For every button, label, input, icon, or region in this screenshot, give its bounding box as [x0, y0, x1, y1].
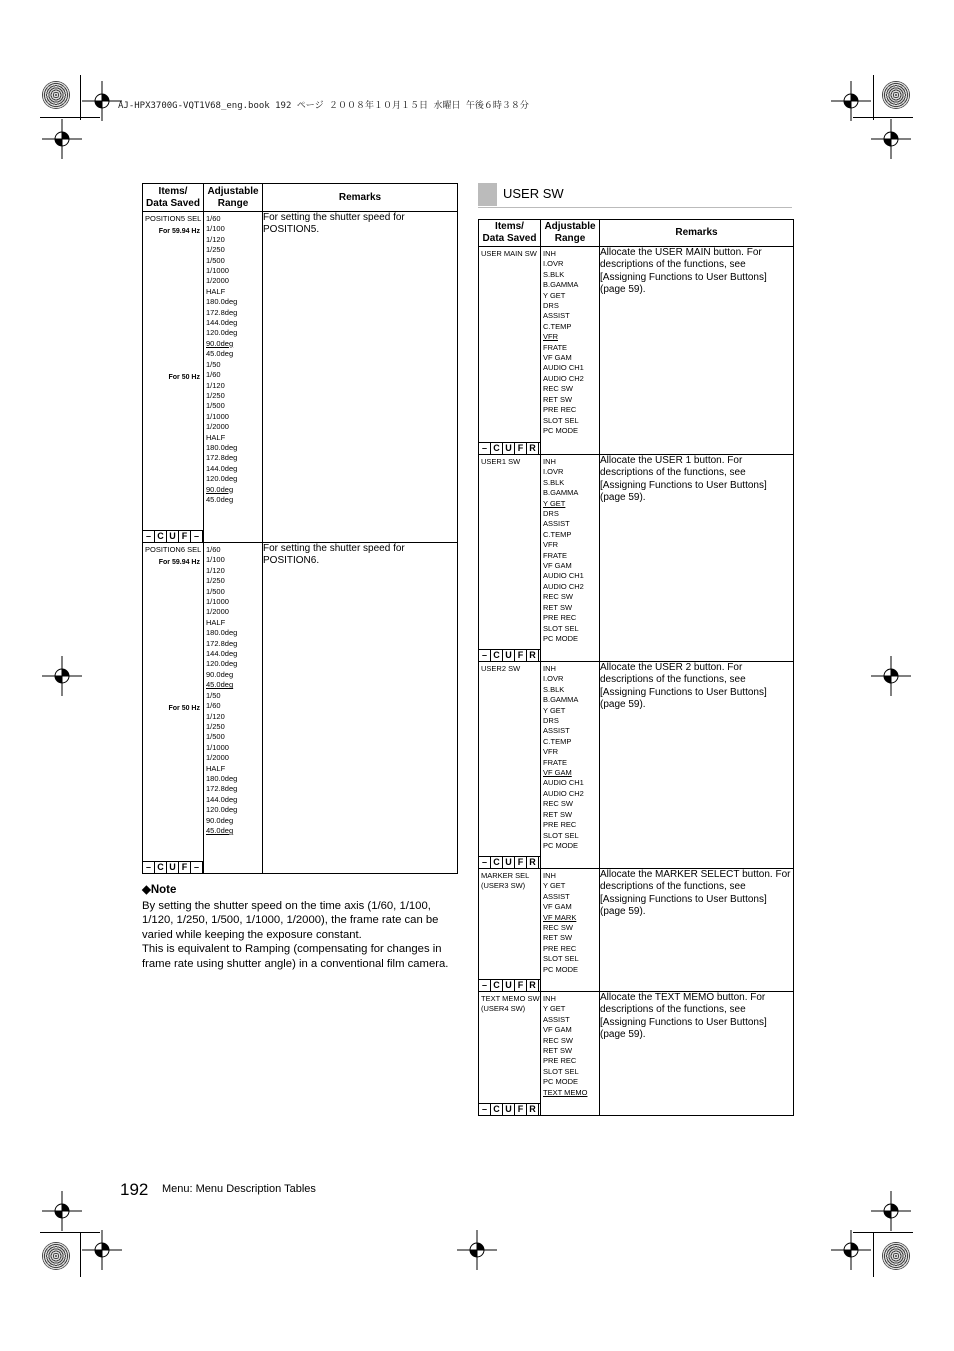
range-option: 1/250: [206, 721, 225, 731]
range-option: RET SW: [543, 1046, 573, 1056]
flag-row: [143, 530, 203, 542]
crosshair-mark: [871, 119, 911, 159]
range-cell: [541, 869, 600, 992]
range-option: 1/120: [206, 234, 225, 244]
range-options: [541, 869, 599, 975]
range-option: 120.0deg: [206, 659, 238, 669]
data-saved-flags: [479, 979, 540, 991]
range-option: AUDIO CH2: [543, 373, 584, 383]
range-option: 172.8deg: [206, 307, 238, 317]
range-option: AUDIO CH1: [543, 571, 584, 581]
crosshair-mark: [871, 656, 911, 696]
remarks-cell: Allocate the USER 2 button. For descriptions of the functions, see [Assigning Functions to User Buttons] (page 59).: [600, 662, 794, 869]
range-option: FRATE: [543, 342, 568, 352]
file-header-line: AJ-HPX3700G-VQT1V68_eng.book 192 ページ ２００８年１０月１５日 水曜日 午後６時３８分: [118, 101, 529, 111]
table-row: [479, 992, 794, 1116]
range-option: VF GAM: [543, 353, 572, 363]
range-option: AUDIO CH1: [543, 363, 584, 373]
crop-line: [853, 1232, 913, 1233]
range-option: FRATE: [543, 757, 568, 767]
crop-line: [80, 1232, 81, 1277]
data-saved-flag: F: [515, 443, 527, 454]
range-option: 144.0deg: [206, 318, 238, 328]
remarks-cell: Allocate the USER 1 button. For descriptions of the functions, see [Assigning Functions to User Buttons] (page 59).: [600, 455, 794, 662]
range-options: [541, 662, 599, 851]
range-option: 120.0deg: [206, 805, 238, 815]
crosshair-mark: [871, 1191, 911, 1231]
range-option: INH: [543, 994, 556, 1003]
table-row: [479, 455, 794, 662]
range-option: PRE REC: [543, 943, 577, 953]
item-cell-content: [479, 455, 540, 661]
range-option: PC MODE: [543, 840, 579, 850]
range-option: 1/250: [206, 245, 225, 255]
range-option: AUDIO CH2: [543, 581, 584, 591]
item-cell-content: [479, 662, 540, 868]
shutter-position-table: [142, 183, 458, 874]
range-options: [204, 212, 262, 505]
range-option: VF GAM: [543, 561, 572, 571]
item-name: USER1 SW: [481, 457, 521, 466]
range-option: VF GAM: [543, 902, 572, 912]
range-option: 1/1000: [206, 742, 229, 752]
data-saved-flag: U: [503, 650, 515, 661]
range-option: VF GAM: [543, 1025, 572, 1035]
range-option: 90.0deg: [206, 669, 234, 679]
range-option: ASSIST: [543, 519, 570, 529]
range-option: 172.8deg: [206, 638, 238, 648]
range-option: HALF: [206, 617, 226, 627]
range-option: 45.0deg: [206, 680, 234, 690]
item-name: USER2 SW: [481, 664, 521, 673]
range-option: 1/500: [206, 732, 225, 742]
range-option: C.TEMP: [543, 736, 572, 746]
printer-target-mark: [882, 81, 910, 109]
header-remarks: Remarks: [600, 220, 794, 247]
range-option: 144.0deg: [206, 794, 238, 804]
remarks-cell: Allocate the MARKER SELECT button. For descriptions of the functions, see [Assigning Functions to User Buttons] (page 59).: [600, 869, 794, 992]
data-saved-flag: C: [491, 650, 503, 661]
header-range: Adjustable Range: [204, 184, 263, 212]
remarks-cell: Allocate the USER MAIN button. For descriptions of the functions, see [Assigning Functions to User Buttons] (page 59).: [600, 247, 794, 455]
data-saved-flags: [143, 861, 203, 873]
data-saved-flags: [479, 649, 540, 661]
range-option: ASSIST: [543, 1014, 570, 1024]
header-items: Items/ Data Saved: [143, 184, 204, 212]
range-option: 180.0deg: [206, 628, 238, 638]
item-name: POSITION6 SEL: [145, 545, 202, 554]
range-option: 1/1000: [206, 266, 229, 276]
range-option: 180.0deg: [206, 773, 238, 783]
crosshair-mark: [42, 1191, 82, 1231]
range-option: SLOT SEL: [543, 830, 579, 840]
range-options: [204, 543, 262, 836]
data-saved-flag: R: [527, 980, 539, 991]
range-option: RET SW: [543, 933, 573, 943]
range-cell: [541, 247, 600, 455]
range-option: DRS: [543, 301, 559, 311]
crop-line: [853, 117, 913, 118]
data-saved-flag: R: [527, 857, 539, 868]
range-option: HALF: [206, 286, 226, 296]
range-option: B.GAMMA: [543, 280, 579, 290]
remarks-cell: Allocate the TEXT MEMO button. For descriptions of the functions, see [Assigning Functions to User Buttons] (page 59).: [600, 992, 794, 1116]
range-option: Y GET: [543, 290, 566, 300]
section-title-text: USER SW: [503, 186, 564, 201]
note-title: ◆Note: [142, 884, 177, 896]
printer-target-mark: [42, 1242, 70, 1270]
range-option: 90.0deg: [206, 815, 234, 825]
item-cell: [479, 662, 541, 869]
crop-line: [40, 1232, 100, 1233]
range-option: ASSIST: [543, 891, 570, 901]
crosshair-mark: [831, 1230, 871, 1270]
range-option: INH: [543, 664, 556, 673]
range-option: REC SW: [543, 923, 573, 933]
range-option: 1/1000: [206, 411, 229, 421]
remarks-cell: For setting the shutter speed for POSITION6.: [263, 543, 458, 874]
flag-row: [479, 856, 540, 868]
remarks-cell: For setting the shutter speed for POSITION5.: [263, 212, 458, 543]
crosshair-mark: [42, 656, 82, 696]
range-option: REC SW: [543, 1035, 573, 1045]
range-option: 90.0deg: [206, 484, 234, 494]
range-options: [541, 247, 599, 436]
data-saved-flag: R: [527, 443, 539, 454]
data-saved-flag: –: [479, 980, 491, 991]
range-option: 1/2000: [206, 607, 229, 617]
table-row: [479, 247, 794, 455]
note-paragraph-1: By setting the shutter speed on the time axis (1/60, 1/100, 1/120, 1/250, 1/500, 1/1000, 1/2000), the frame rate can be varied while keeping the exposure constant.: [142, 900, 439, 941]
data-saved-flag: C: [155, 531, 167, 542]
crosshair-mark: [457, 1230, 497, 1270]
data-saved-flags: [479, 856, 540, 868]
section-title-bar: [478, 183, 497, 206]
range-option: VFR: [543, 332, 558, 342]
item-cell: [143, 543, 204, 874]
range-option: DRS: [543, 716, 559, 726]
table-row: [479, 662, 794, 869]
item-cell: [479, 992, 541, 1116]
range-option: C.TEMP: [543, 321, 572, 331]
crosshair-mark: [831, 81, 871, 121]
range-option: REC SW: [543, 592, 573, 602]
data-saved-flag: R: [527, 1104, 539, 1115]
data-saved-flag: –: [191, 531, 203, 542]
range-option: 1/1000: [206, 597, 229, 607]
header-range: Adjustable Range: [541, 220, 600, 247]
user-sw-table: [478, 219, 794, 1116]
item-cell-content: [143, 212, 203, 542]
range-option: INH: [543, 871, 556, 880]
header-remarks: Remarks: [263, 184, 458, 212]
data-saved-flag: F: [515, 650, 527, 661]
item-cell: [143, 212, 204, 543]
data-saved-flag: C: [491, 857, 503, 868]
range-option: 1/120: [206, 380, 225, 390]
range-option: 1/100: [206, 555, 225, 565]
data-saved-flag: F: [515, 1104, 527, 1115]
frequency-label: For 59.94 Hz: [158, 559, 200, 566]
range-options: [541, 992, 599, 1098]
range-option: RET SW: [543, 809, 573, 819]
range-option: 180.0deg: [206, 442, 238, 452]
crop-line: [80, 75, 81, 120]
data-saved-flags: [479, 1103, 540, 1115]
range-option: VF GAM: [543, 768, 572, 778]
data-saved-flag: –: [479, 650, 491, 661]
range-option: PC MODE: [543, 964, 579, 974]
page-number: 192: [120, 1180, 149, 1199]
data-saved-flag: U: [167, 531, 179, 542]
item-cell-content: [479, 992, 540, 1115]
range-option: 144.0deg: [206, 463, 238, 473]
data-saved-flag: F: [179, 862, 191, 873]
data-saved-flag: U: [503, 443, 515, 454]
range-options: [541, 455, 599, 644]
range-option: SLOT SEL: [543, 1066, 579, 1076]
flag-row: [479, 979, 540, 991]
range-option: B.GAMMA: [543, 695, 579, 705]
range-option: PRE REC: [543, 1056, 577, 1066]
table-row: [143, 543, 458, 874]
frequency-label: For 50 Hz: [168, 705, 200, 713]
range-option: SLOT SEL: [543, 954, 579, 964]
range-option: I.OVR: [543, 259, 564, 269]
range-option: HALF: [206, 763, 226, 773]
range-option: PRE REC: [543, 405, 577, 415]
range-option: 1/120: [206, 711, 225, 721]
crop-line: [873, 75, 874, 120]
note-paragraph-2: This is equivalent to Ramping (compensating for changes in frame rate using shutter angle) in a conventional film camera.: [142, 943, 449, 970]
range-option: PC MODE: [543, 1077, 579, 1087]
range-option: 1/250: [206, 576, 225, 586]
data-saved-flag: –: [479, 857, 491, 868]
range-option: 1/500: [206, 586, 225, 596]
range-option: AUDIO CH2: [543, 788, 584, 798]
range-option: 172.8deg: [206, 784, 238, 794]
section-title-user-sw: [478, 183, 792, 208]
range-cell: [204, 212, 263, 543]
item-name: POSITION5 SEL: [145, 214, 202, 223]
range-option: AUDIO CH1: [543, 778, 584, 788]
table-row: [479, 869, 794, 992]
crosshair-mark: [82, 1230, 122, 1270]
data-saved-flag: F: [515, 980, 527, 991]
data-saved-flag: –: [191, 862, 203, 873]
range-option: INH: [543, 457, 556, 466]
range-option: 45.0deg: [206, 494, 234, 504]
flag-row: [479, 442, 540, 454]
page-section-label: Menu: Menu Description Tables: [162, 1183, 316, 1195]
range-option: Y GET: [543, 1004, 566, 1014]
range-cell: [541, 455, 600, 662]
item-cell: [479, 455, 541, 662]
frequency-label: For 59.94 Hz: [158, 228, 200, 235]
data-saved-flag: F: [179, 531, 191, 542]
range-option: S.BLK: [543, 269, 565, 279]
range-option: 120.0deg: [206, 474, 238, 484]
range-option: RET SW: [543, 394, 573, 404]
range-option: PC MODE: [543, 633, 579, 643]
range-cell: [541, 662, 600, 869]
header-items: Items/ Data Saved: [479, 220, 541, 247]
data-saved-flag: C: [491, 443, 503, 454]
range-option: 180.0deg: [206, 297, 238, 307]
range-option: SLOT SEL: [543, 623, 579, 633]
range-option: ASSIST: [543, 726, 570, 736]
range-option: 1/2000: [206, 422, 229, 432]
item-cell: [479, 869, 541, 992]
data-saved-flag: C: [155, 862, 167, 873]
data-saved-flag: C: [491, 1104, 503, 1115]
data-saved-flag: U: [503, 857, 515, 868]
range-option: INH: [543, 249, 556, 258]
range-option: 172.8deg: [206, 453, 238, 463]
note-body: [142, 899, 460, 971]
crosshair-mark: [42, 119, 82, 159]
data-saved-flag: –: [479, 443, 491, 454]
frequency-label: For 50 Hz: [168, 374, 200, 382]
range-option: 1/60: [206, 370, 221, 380]
flag-row: [479, 649, 540, 661]
data-saved-flag: U: [503, 1104, 515, 1115]
range-option: 144.0deg: [206, 649, 238, 659]
range-option: 1/50: [206, 690, 221, 700]
range-option: I.OVR: [543, 467, 564, 477]
range-option: SLOT SEL: [543, 415, 579, 425]
range-option: RET SW: [543, 602, 573, 612]
range-option: 45.0deg: [206, 349, 234, 359]
range-option: Y GET: [543, 705, 566, 715]
item-cell-content: [479, 869, 540, 991]
range-option: 1/500: [206, 255, 225, 265]
range-option: PRE REC: [543, 820, 577, 830]
item-name: USER MAIN SW: [481, 249, 537, 258]
data-saved-flags: [479, 442, 540, 454]
flag-row: [143, 861, 203, 873]
range-option: 1/100: [206, 224, 225, 234]
range-option: C.TEMP: [543, 529, 572, 539]
range-option: PC MODE: [543, 425, 579, 435]
range-option: REC SW: [543, 799, 573, 809]
range-option: 1/120: [206, 565, 225, 575]
item-name: TEXT MEMO SW (USER4 SW): [481, 994, 540, 1013]
range-option: S.BLK: [543, 684, 565, 694]
range-option: 1/60: [206, 214, 221, 223]
table-row: [143, 212, 458, 543]
range-option: 1/2000: [206, 276, 229, 286]
range-option: REC SW: [543, 384, 573, 394]
printer-target-mark: [882, 1242, 910, 1270]
range-option: 1/60: [206, 701, 221, 711]
range-option: 1/2000: [206, 753, 229, 763]
range-option: 1/50: [206, 359, 221, 369]
range-option: VFR: [543, 747, 558, 757]
range-option: ASSIST: [543, 311, 570, 321]
range-option: S.BLK: [543, 477, 565, 487]
item-cell: [479, 247, 541, 455]
range-option: PRE REC: [543, 613, 577, 623]
range-cell: [204, 543, 263, 874]
range-option: 1/250: [206, 390, 225, 400]
flag-row: [479, 1103, 540, 1115]
range-option: B.GAMMA: [543, 488, 579, 498]
data-saved-flag: U: [167, 862, 179, 873]
range-option: TEXT MEMO: [543, 1087, 588, 1097]
data-saved-flag: F: [515, 857, 527, 868]
range-option: DRS: [543, 509, 559, 519]
range-option: 120.0deg: [206, 328, 238, 338]
range-option: 90.0deg: [206, 338, 234, 348]
range-option: VFR: [543, 540, 558, 550]
range-option: 1/60: [206, 545, 221, 554]
crosshair-mark: [82, 81, 122, 121]
data-saved-flag: R: [527, 650, 539, 661]
range-option: Y GET: [543, 881, 566, 891]
item-cell-content: [143, 543, 203, 873]
range-option: Y GET: [543, 498, 566, 508]
range-option: FRATE: [543, 550, 568, 560]
printer-target-mark: [42, 81, 70, 109]
crop-line: [40, 117, 100, 118]
crop-line: [873, 1232, 874, 1277]
data-saved-flag: –: [479, 1104, 491, 1115]
range-option: I.OVR: [543, 674, 564, 684]
item-name: MARKER SEL (USER3 SW): [481, 871, 530, 890]
item-cell-content: [479, 247, 540, 454]
data-saved-flags: [143, 530, 203, 542]
data-saved-flag: U: [503, 980, 515, 991]
data-saved-flag: –: [143, 862, 155, 873]
range-option: VF MARK: [543, 912, 577, 922]
range-cell: [541, 992, 600, 1116]
range-option: HALF: [206, 432, 226, 442]
data-saved-flag: C: [491, 980, 503, 991]
range-option: 1/500: [206, 401, 225, 411]
data-saved-flag: –: [143, 531, 155, 542]
range-option: 45.0deg: [206, 825, 234, 835]
